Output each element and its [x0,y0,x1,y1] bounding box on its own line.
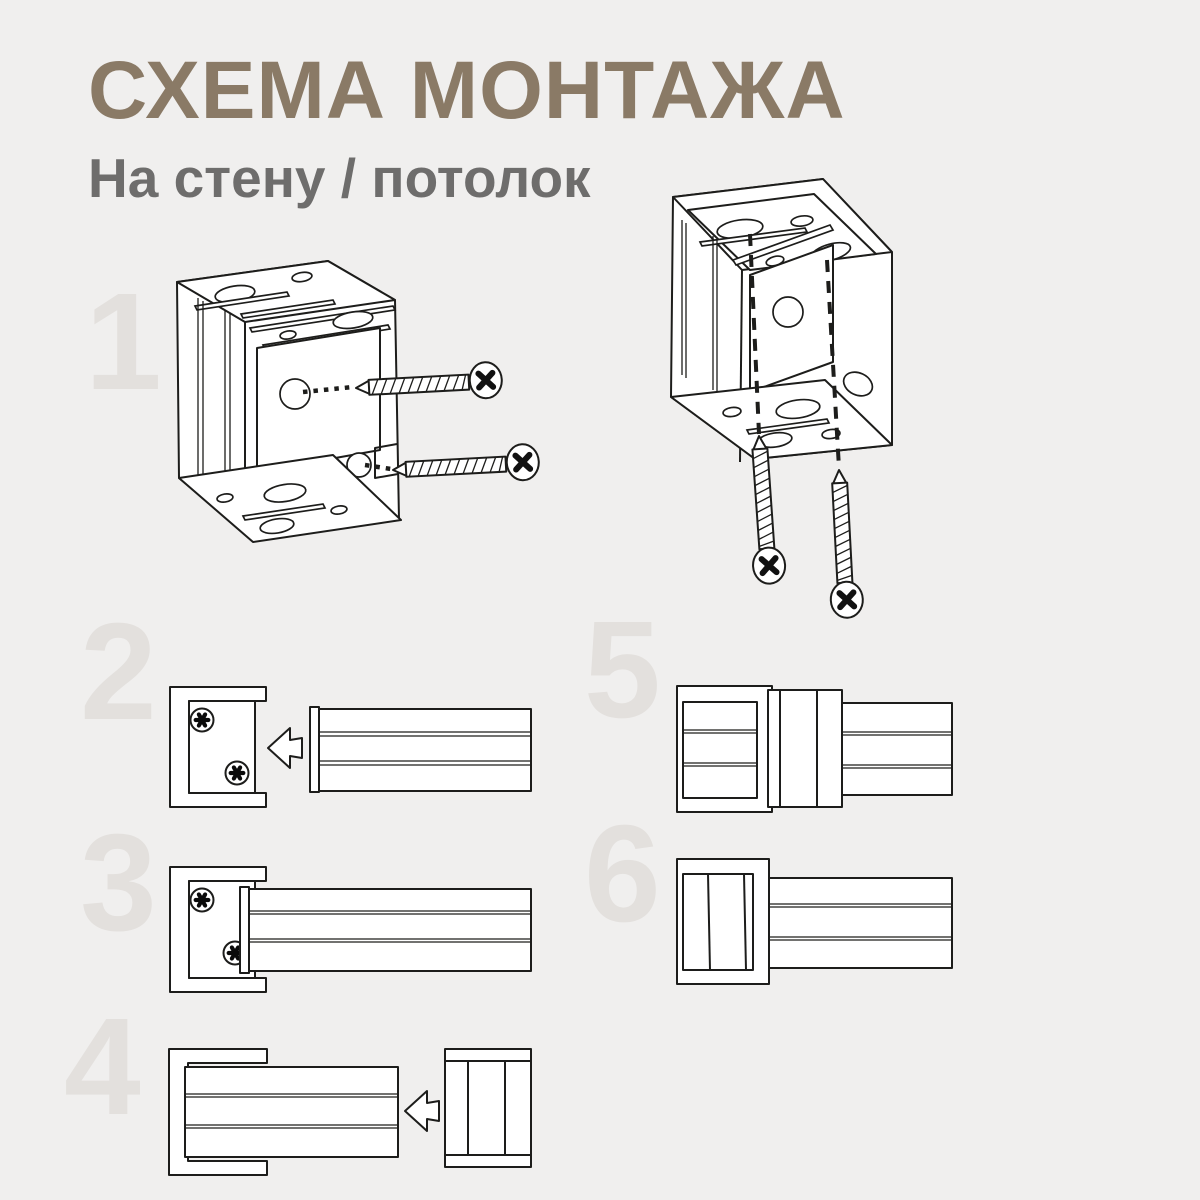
step-6-number: 6 [584,797,661,951]
step2-svg [168,683,532,815]
bracket-wall-mount-svg [165,248,565,578]
step6-svg [674,848,954,988]
screw-head-icon [191,709,214,732]
profile-in-bracket-diagram [168,1045,532,1180]
step-1-number: 1 [85,265,162,419]
screw-icon [392,443,540,487]
step-2-number: 2 [80,595,157,749]
end-cap-icon [445,1049,531,1167]
screw-head-icon [191,889,214,912]
end-bracket-profile-inserted-diagram [168,855,532,995]
step4-svg [168,1045,532,1180]
end-cap-on-profile-diagram [674,848,954,988]
bracket-ceiling-mount-svg [655,172,915,632]
end-bracket-two-screws-diagram [168,683,532,815]
step5-svg [674,682,954,814]
left-arrow-icon [268,728,302,768]
page-title: СХЕМА МОНТАЖА [88,45,846,136]
step-3-number: 3 [80,806,157,960]
screw-icon [824,469,864,618]
coupler-joint-on-profile-diagram [674,682,954,814]
bracket-wall-mount-screws-diagram [165,248,565,578]
step-4-number: 4 [64,990,141,1144]
bracket-ceiling-mount-screws-diagram [655,172,915,632]
page-subtitle: На стену / потолок [88,147,591,209]
step-5-number: 5 [584,593,661,747]
step3-svg [168,855,532,995]
screw-head-icon [226,762,249,785]
end-cap-icon [677,859,769,984]
left-arrow-icon [405,1091,439,1131]
